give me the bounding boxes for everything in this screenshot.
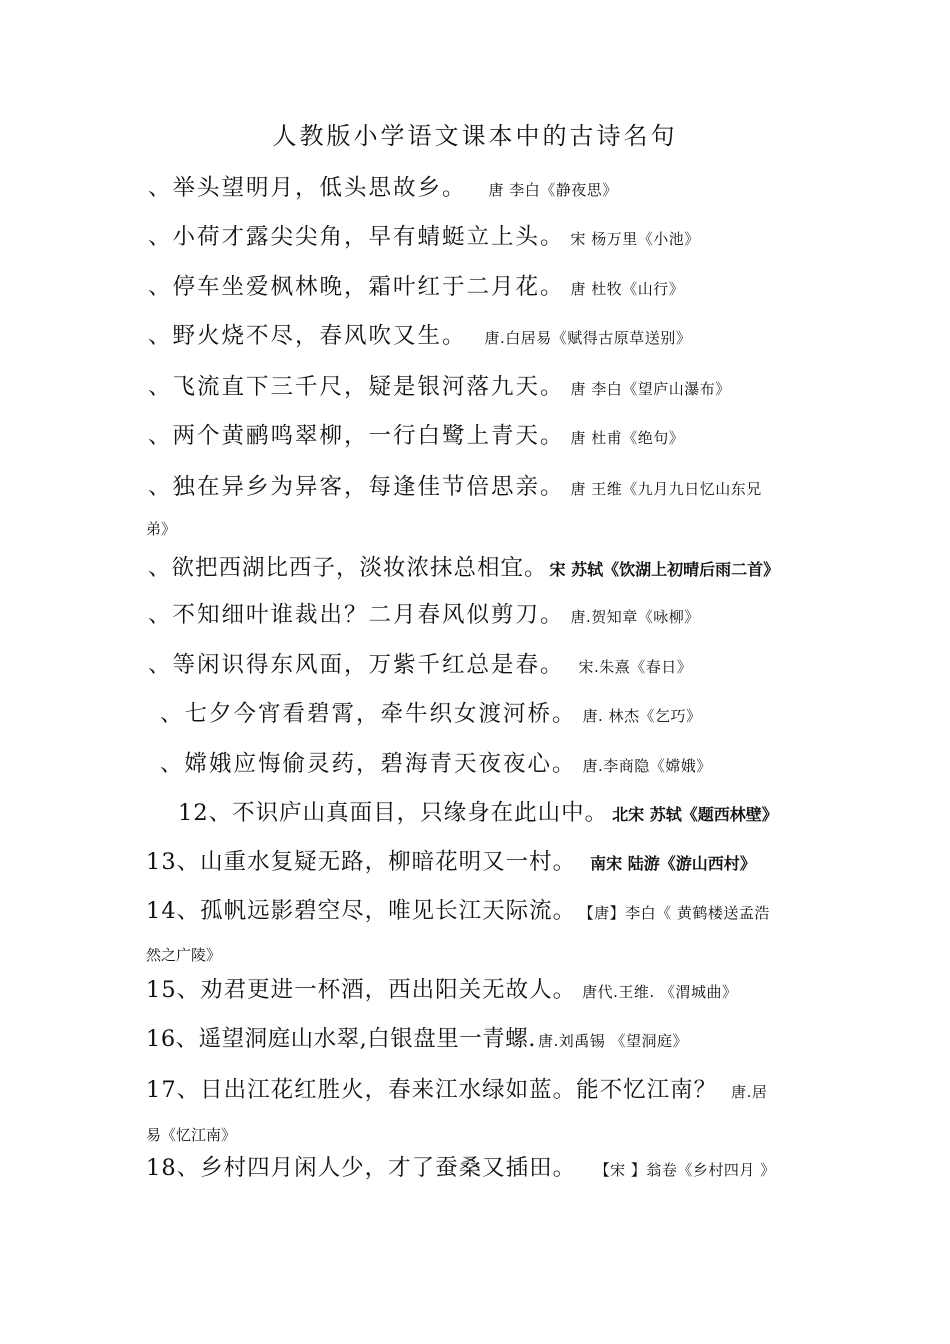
poem-line-19 [146,1150,776,1182]
verse-text: 、独在异乡为异客，每逢佳节倍思亲。 [148,474,565,500]
source-text: 【唐】李白《 黄鹤楼送孟浩 [586,904,770,922]
page-title: 人教版小学语文课本中的古诗名句 [272,122,678,150]
source-wrap-7: 弟》 [146,520,177,538]
source-text: 【宋 】翁卷《乡村四月 》 [602,1161,776,1179]
source-text: 唐.李商隐《嫦娥》 [582,757,712,775]
source-text: 宋 杨万里《小池》 [570,230,700,248]
source-text: 唐 王维《九月九日忆山东兄 [570,480,762,498]
source-text: 唐.贺知章《咏柳》 [570,608,700,626]
verse-text: 、两个黄鹂鸣翠柳，一行白鹭上青天。 [148,423,565,449]
verse-text: 、嫦娥应悔偷灵药，碧海青天夜夜心。 [160,751,577,777]
poem-line-1 [148,170,618,202]
verse-text: 、等闲识得东风面，万紫千红总是春。 [148,652,565,678]
verse-text: 16、遥望洞庭山水翠,白银盘里一青螺. [146,1026,536,1052]
source-text: 唐.刘禹锡 《望洞庭》 [537,1032,688,1050]
poem-line-18 [146,1072,767,1104]
poem-line-8 [148,550,779,582]
verse-text: 17、日出江花红胜火，春来江水绿如蓝。能不忆江南？ [146,1077,718,1103]
poem-line-3 [148,269,684,301]
verse-text: 、飞流直下三千尺，疑是银河落九天。 [148,374,565,400]
poem-line-10 [148,647,692,679]
verse-text: 15、劝君更进一杯酒，西出阳关无故人。 [146,977,577,1003]
poem-line-12 [160,746,712,778]
source-text: 唐 李白《静夜思》 [488,181,618,199]
poem-line-11 [160,696,702,728]
poem-line-13 [178,795,778,827]
source-text: 北宋 苏轼《题西林壁》 [612,805,778,824]
poem-line-6 [148,418,684,450]
verse-text: 、不知细叶谁裁出？二月春风似剪刀。 [148,602,565,628]
verse-text: 、欲把西湖比西子，淡妆浓抹总相宜。 [148,555,548,581]
verse-text: 、野火烧不尽，春风吹又生。 [148,323,467,349]
source-text: 宋 苏轼《饮湖上初晴后雨二首》 [549,560,780,579]
poem-line-9 [148,597,700,629]
poem-line-4 [148,318,691,350]
verse-text: 13、山重水复疑无路，柳暗花明又一村。 [146,849,577,875]
poem-line-17 [146,1021,688,1053]
source-text: 唐代.王维. 《渭城曲》 [582,983,738,1001]
source-text: 宋.朱熹《春日》 [578,658,693,676]
source-wrap-18: 易《忆江南》 [146,1126,237,1144]
verse-text: 、小荷才露尖尖角，早有蜻蜓立上头。 [148,224,565,250]
poem-line-5 [148,369,731,401]
poem-line-7 [148,469,762,501]
source-text: 唐 李白《望庐山瀑布》 [570,380,731,398]
poem-line-2 [148,219,700,251]
poem-line-16 [146,972,737,1004]
source-text: 唐 杜牧《山行》 [570,280,685,298]
source-text: 唐.白居易《赋得古原草送别》 [484,329,692,347]
source-text: 南宋 陆游《游山西村》 [590,854,756,873]
source-wrap-15: 然之广陵》 [146,946,222,964]
poem-line-15 [146,893,770,925]
verse-text: 、举头望明月，低头思故乡。 [148,175,467,201]
source-text: 唐 杜甫《绝句》 [570,429,685,447]
source-text: 唐.居 [731,1083,768,1101]
poem-line-14 [146,844,756,876]
verse-text: 12、不识庐山真面目，只缘身在此山中。 [178,800,609,826]
verse-text: 18、乡村四月闲人少，才了蚕桑又插田。 [146,1155,577,1181]
verse-text: 14、孤帆远影碧空尽，唯见长江天际流。 [146,898,577,924]
verse-text: 、停车坐爱枫林晚，霜叶红于二月花。 [148,274,565,300]
verse-text: 、七夕今宵看碧霄，牵牛织女渡河桥。 [160,701,577,727]
source-text: 唐. 林杰《乞巧》 [582,707,702,725]
